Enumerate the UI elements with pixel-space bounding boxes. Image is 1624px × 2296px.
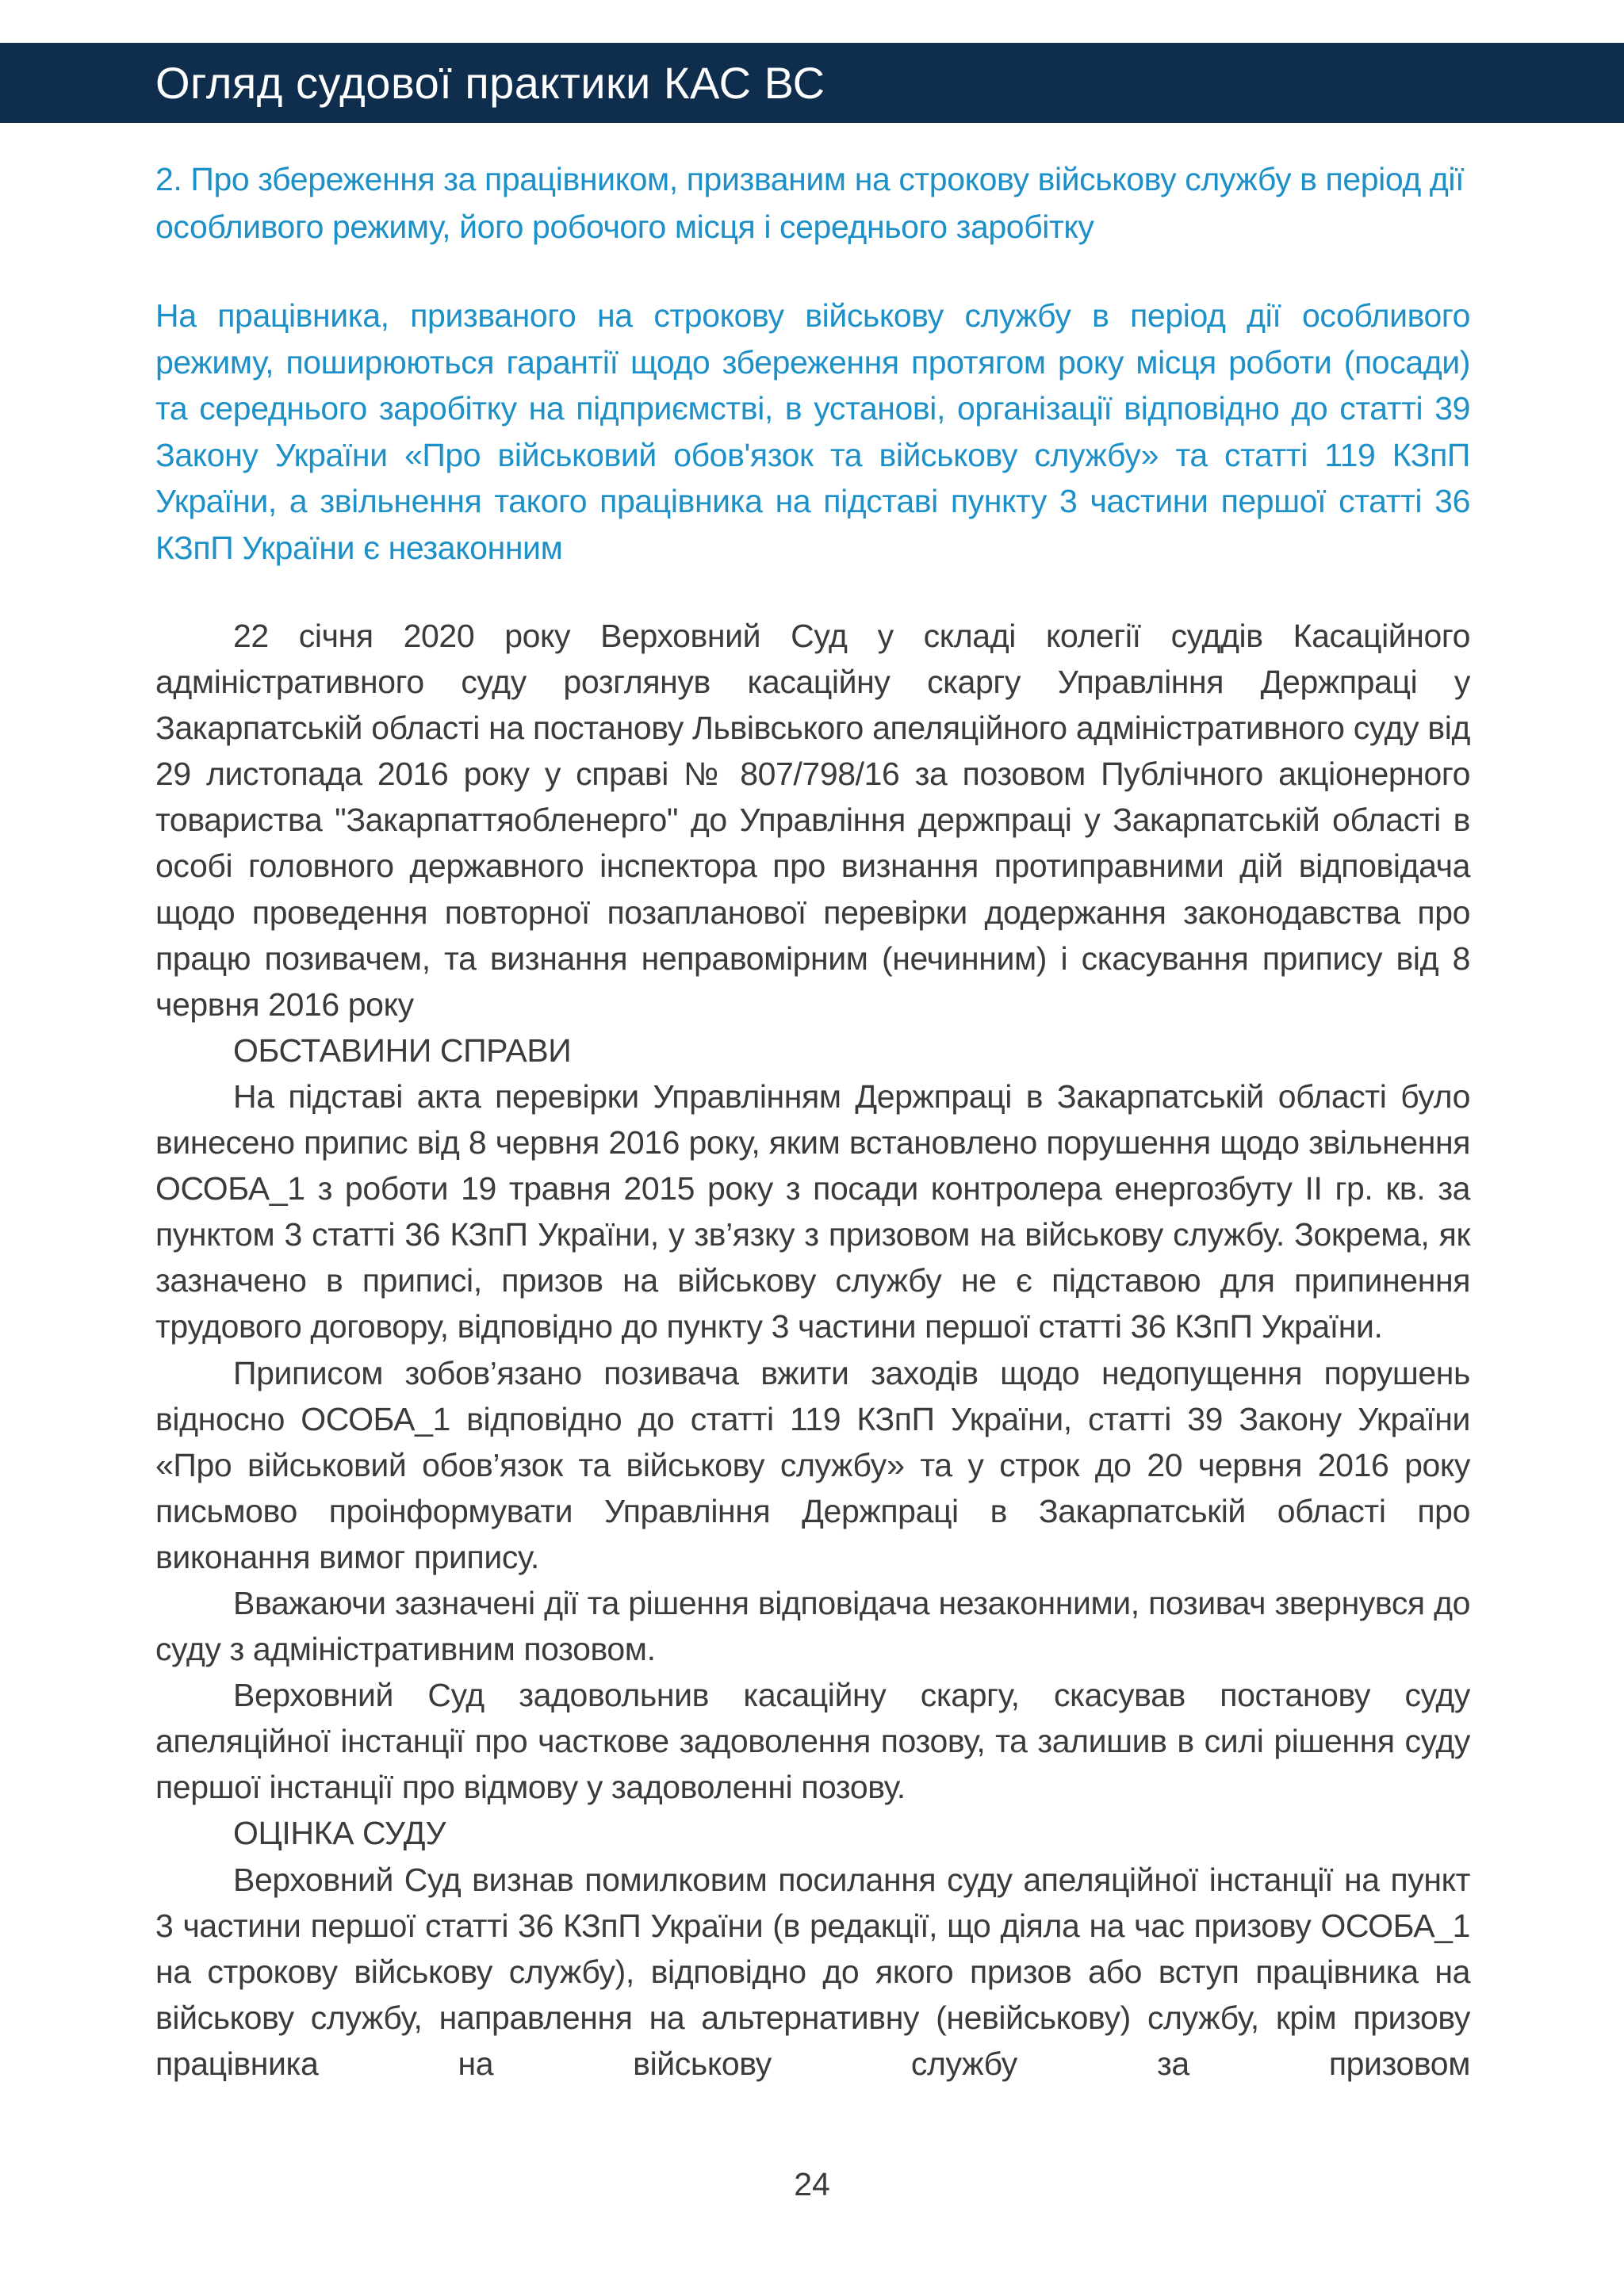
paragraph-decision: Верховний Суд задовольнив касаційну скаргу, скасував постанову суду апеляційної інстанції про часткове задоволення позову, та залишив в силі рішення суду першої інстанції про відмову у задоволенні позову.	[155, 1677, 1470, 1806]
paragraph-claim: Вважаючи зазначені дії та рішення відповідача незаконними, позивач звернувся до суду з адміністративним позовом.	[155, 1584, 1470, 1668]
heading-case-circumstances: ОБСТАВИНИ СПРАВИ	[233, 1031, 572, 1069]
paragraph-case-intro: 22 січня 2020 року Верховний Суд у складі колегії суддів Касаційного адміністративного суду розглянув касаційну скаргу Управління Держпраці у Закарпатській області на постанову Львівського апеляційного адміністративного суду від 29 листопада 2016 року у справі № 807/798/16 за позовом Публічного акціонерного товариства "Закарпаттяобленерго" до Управління держпраці у Закарпатській області в особі головного державного інспектора про визнання протиправними дій відповідача щодо проведення повторної позапланової перевірки додержання законодавства про працю позивачем, та визнання неправомірним (нечинним) і скасування припису від 8 червня 2016 року	[155, 618, 1470, 1023]
document-title: Огляд судової практики КАС ВС	[155, 57, 825, 108]
section-title: 2. Про збереження за працівником, призваним на строкову військову службу в період дії особливого режиму, його робочого місця і середнього заробітку	[155, 161, 1465, 245]
heading-court-assessment: ОЦІНКА СУДУ	[233, 1815, 446, 1852]
body-text	[155, 613, 1470, 2087]
header-bar	[0, 43, 1624, 123]
page-number: 24	[794, 2166, 830, 2202]
paragraph-order: Приписом зобов’язано позивача вжити заходів щодо недопущення порушень відносно ОСОБА_1 відповідно до статті 119 КЗпП України, статті 39 Закону України «Про військовий обов’язок та військову службу» та у строк до 20 червня 2016 року письмово проінформувати Управління Держпраці в Закарпатській області про виконання вимог припису.	[155, 1354, 1470, 1575]
paragraph-inspection: На підставі акта перевірки Управлінням Держпраці в Закарпатській області було винесено припис від 8 червня 2016 року, яким встановлено порушення щодо звільнення ОСОБА_1 з роботи 19 травня 2015 року з посади контролера енергозбуту ІІ гр. кв. за пунктом 3 статті 36 КЗпП України, у зв’язку з призовом на військову службу. Зокрема, як зазначено в приписі, призов на військову службу не є підставою для припинення трудового договору, відповідно до пункту 3 частини першої статті 36 КЗпП України.	[155, 1077, 1470, 1345]
section-summary: На працівника, призваного на строкову військову службу в період дії особливого режиму, поширюються гарантії щодо збереження протягом року місця роботи (посади) та середнього заробітку на підприємстві, в установі, організації відповідно до статті 39 Закону України «Про військовий обов'язок та військову службу» та статті 119 КЗпП України, а звільнення такого працівника на підставі пункту 3 частини першої статті 36 КЗпП України є незаконним	[155, 297, 1470, 566]
paragraph-court-assessment: Верховний Суд визнав помилковим посилання суду апеляційної інстанції на пункт 3 частини першої статті 36 КЗпП України (в редакції, що діяла на час призову ОСОБА_1 на строкову військову службу), відповідно до якого призов або вступ працівника на військову службу, направлення на альтернативну (невійськову) службу, крім призову працівника на військову службу за призовом	[155, 1861, 1470, 2082]
